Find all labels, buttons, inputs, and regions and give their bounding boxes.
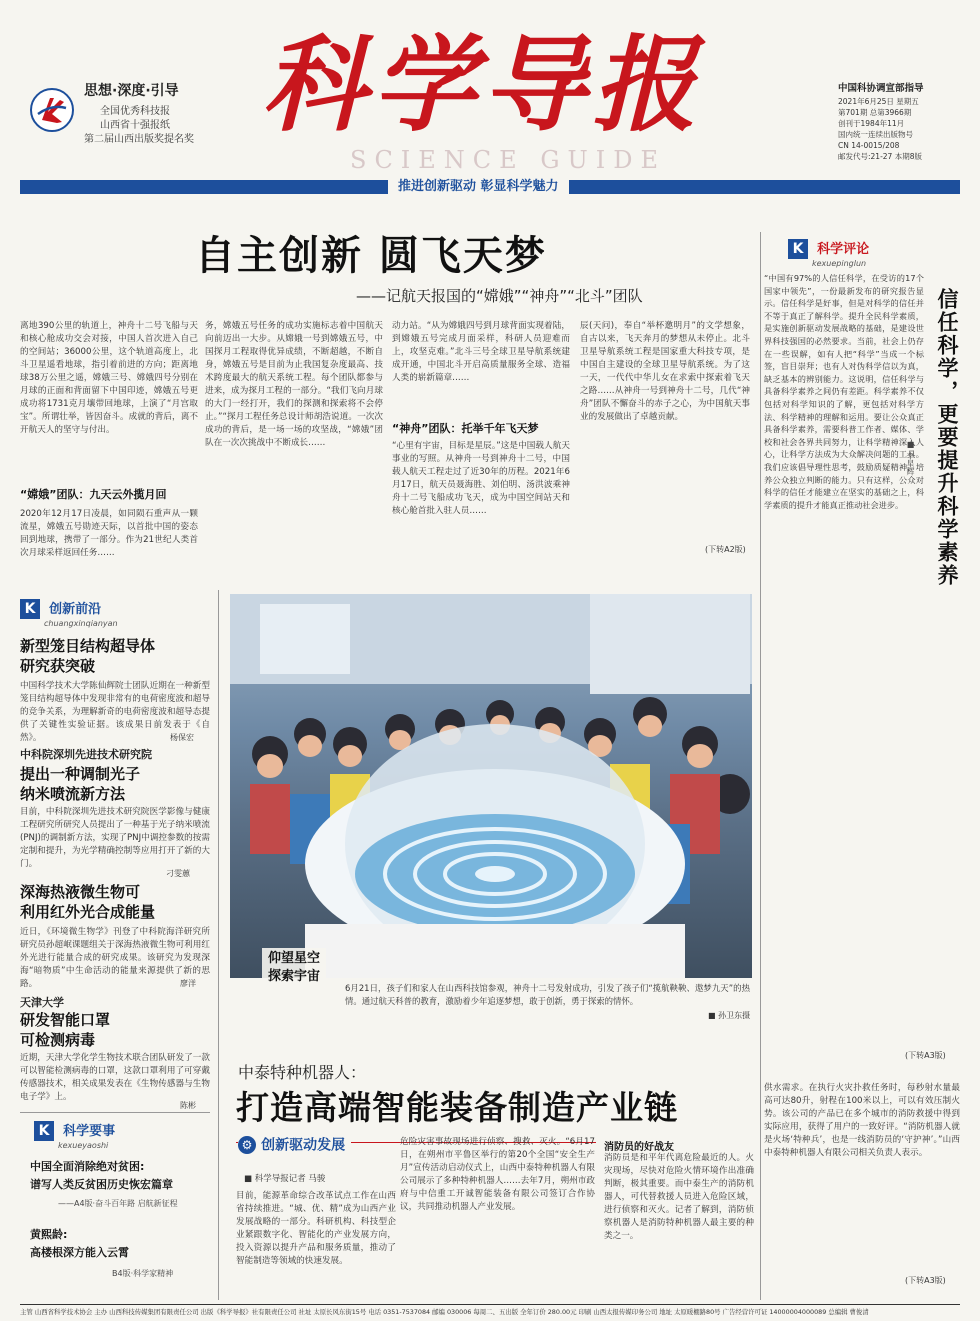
gear-icon: ⚙ — [238, 1136, 256, 1154]
lead-col-3b: “心里有宇宙，目标是星辰。”这是中国载人航天事业的写照。从神舟一号到神舟十二号，中国载人航天工程走过了近30年的历程。2021年6月17日，航天员聂海胜、刘伯明、汤洪波乘神舟十二号飞船成功飞天，成为中国空间站天和核心舱首批入驻人员…… — [392, 441, 570, 516]
feature-col-2: 危险灾害事故现场进行侦察、搜救、灭火。“6月17日，在朔州市平鲁区举行的第20个全国“安全生产月”宣传活动启动仪式上，山西中泰特种机器人有限公司展示了多种特种机器人……去年7月，朔州市政府与中信重工开诚智能装备有限公司签订合作协议，共同推动机器人产业发展。 — [400, 1137, 595, 1212]
logo-k-icon — [32, 90, 72, 130]
lead-col-2: 务，嫦娥五号任务的成功实施标志着中国航天向前迈出一大步。从嫦娥一号到嫦娥五号，中国探月工程取得优异成绩，不断超越，不断自身，嫦娥五号是目前为止我国复杂度最高、技术跨度最大的航天系统工程。每个团队都参与进来，成为探月工程的一部分。“我们飞向月球的大门一经打开，我们的探测和探索将不会停止。”“探月工程任务总设计师胡浩说道。一次次成功的背后，是一场一场的攻坚战，“嫦娥”团队在一次次挑战中不断成长…… — [205, 321, 383, 448]
lead-col-4: 辰(天问)，奉自“举杯邀明月”的文学想象，自古以来，飞天奔月的梦想从未停止。北斗卫星导航系统工程是国家重大科技专项，是中国自主建设的全球卫星导航系统。为了这一天，一代代中华儿女在求索中探索着飞天之路……从神舟一号到神舟十二号，几代“神舟”团队不懈奋斗的赤子之心，为中国航天事业的发展做出了卓越贡献。 — [580, 321, 750, 422]
photo-caption: 6月21日，孩子们和家人在山西科技馆参观，神舟十二号发射成功，引发了孩子们“揽航鞅鞅、遨梦九天”的热情。通过航天科普的教育，激励着少年追逐梦想，敢于创新，勇于探索的情怀。 — [345, 983, 750, 1006]
commentary-vertical-title: 信任科学，更要提升科学素养 — [935, 288, 959, 587]
feature-badge-label: 创新驱动发展 — [261, 1137, 346, 1154]
commentary-continue: (下转A3版) — [905, 1051, 946, 1060]
frontier-tag-label: 创新前沿 — [49, 602, 102, 617]
lead-subheadline: ——记航天报国的“嫦娥”“神舟”“北斗”团队 — [356, 287, 643, 305]
frontier-item-2-title: 提出一种调制光子 纳米喷流新方法 — [20, 765, 141, 803]
issue-number: 第701期 总第3966期 — [838, 108, 912, 117]
feature-col-3: 消防员是和平年代离危险最近的人。火灾现场，尽快对危险火情环境作出准确判断，极其重要。而中泰生产的消防机器人，可代替救援人员进入危险区域，进行侦察和灭火。记者了解到，消防侦察机器人是消防特种机器人最主要的种类之一。 — [604, 1153, 754, 1241]
main-photo — [230, 594, 752, 978]
commentary-tag-label: 科学评论 — [817, 242, 870, 257]
feature-continue: (下转A3版) — [905, 1276, 946, 1285]
frontier-item-3-title: 深海热液微生物可 利用红外光合成能量 — [20, 883, 156, 921]
commentary-tag-pinyin: kexuepinglun — [812, 258, 867, 268]
k-badge-icon: K — [20, 599, 40, 619]
newspaper-title: 科学导报 — [262, 23, 703, 146]
tagline: 推进创新驱动 彰显科学魅力 — [388, 179, 569, 195]
feature-badge — [238, 1134, 351, 1155]
masthead — [0, 0, 980, 205]
feature-col-1: 目前，能源革命综合改革试点工作在山西省持续推进。“城、优、精”成为山西产业发展战略的一部分。科研机构、科技型企业紧跟数字化、智能化的产业发展方向，投入资源以提升产品和服务质量，推动了智能制造等领域的快速发展。 — [236, 1191, 396, 1266]
cn-number: CN 14-0015/208 — [838, 141, 900, 150]
key-news-item-1-title[interactable]: 中国全面消除绝对贫困: 谱写人类反贫困历史恢宏篇章 — [30, 1160, 173, 1191]
feature-reporter: ■ 科学导报记者 马骏 — [244, 1174, 326, 1184]
key-news-tag — [34, 1120, 115, 1150]
frontier-item-2-text: 目前，中科院深圳先进技术研究院医学影像与健康工程研究所研究人员提出了一种基于光子纳米喷流(PNJ)的调制新方法，实现了PNJ中调控参数的按需定制和提升，为光学精确控制等应用打开了新的大门。 — [20, 807, 210, 869]
footer-imprint: 主管 山西省科学技术协会 主办 山西科技传媒集团有限责任公司 出版《科学导报》社有限责任公司 社址 太原长风东街15号 电话 0351-7537084 邮编 030006 每周二、五出版 全年订价 280.00元 印刷 山西太报传媒印务公司 地址 太原暖棚路80号 广告经营许可证 14000004000089 总编辑 曹俊清 — [20, 1308, 869, 1316]
award-line-2: 山西省十强报纸 — [100, 120, 170, 131]
k-badge-icon: K — [34, 1121, 54, 1141]
frontier-item-4-pre: 天津大学 — [20, 996, 64, 1009]
key-news-item-2-ref: B4版·科学家精神 — [112, 1269, 174, 1278]
award-line-3: 第二届山西出版奖提名奖 — [84, 134, 194, 145]
key-news-item-1-ref: ——A4版·奋斗百年路 启航新征程 — [58, 1199, 178, 1208]
issue-date: 2021年6月25日 星期五 — [838, 97, 919, 106]
frontier-divider — [218, 590, 219, 1300]
footer-rule — [20, 1304, 960, 1305]
award-line-1: 全国优秀科技报 — [100, 106, 170, 117]
photo-credit: ■ 孙卫东摄 — [708, 1011, 751, 1020]
key-news-rule — [20, 1112, 210, 1113]
feature-col3-subhead: 消防员的好战友 — [604, 1142, 674, 1153]
feature-divider — [760, 1082, 761, 1300]
commentary-tag — [788, 238, 869, 268]
issue-info — [838, 96, 958, 162]
lead-headline: 自主创新 圆飞天梦 — [195, 233, 547, 279]
feature-headline: 打造高端智能装备制造产业链 — [236, 1088, 678, 1127]
newspaper-title-en: SCIENCE GUIDE — [350, 146, 666, 174]
frontier-item-1-text: 中国科学技术大学陈仙辉院士团队近期在一种新型笼目结构超导体中发现非常有的电荷密度波和超导的竞争关系，为理解新奇的电荷密度波和超导态提供了关键性实验证据。该成果日前发表于《自然》。 — [20, 681, 210, 743]
founded-date: 创刊于1984年11月 — [838, 119, 905, 128]
photo-caption-title: 仰望星空 探索宇宙 — [262, 948, 326, 988]
frontier-item-1-byline: 杨保宏 — [170, 733, 194, 742]
logo-emblem — [30, 88, 74, 132]
lead-continue-note: (下转A2版) — [705, 545, 746, 554]
lead-col3-subhead: “神舟”团队：托举千年飞天梦 — [392, 422, 539, 435]
commentary-text: “中国有97%的人信任科学，在受访的17个国家中领先”，一份最新发布的研究报告显示。信任科学是好事，但是对科学的信任并不等于真正了解科学。提升全民科学素质，是实施创新驱动发展战略的基础，是建设世界科技强国的必然要求。当前，社会上仍存在一些误解，如有人把“科学”当成一个标签，盲目崇拜；也有人对伪科学信以为真，缺乏基本的辨别能力。这说明，信任科学与具备科学素养之间仍有差距。科学素养不仅包括对科学知识的了解，更包括对科学方法、科学精神的理解和运用。要让公众真正具备科学素养，需要科普工作者、媒体、学校和社会各界共同努力，让科学精神深入人心，让科学方法成为大众解决问题的工具。我们应该倡导理性思考，鼓励质疑精神，培养公众独立判断的能力。只有这样，公众对科学的信任才能建立在坚实的基础之上，科学素质的提升才能真正推动社会进步。 — [764, 273, 924, 510]
key-news-tag-pinyin: kexueyaoshi — [58, 1140, 109, 1150]
frontier-item-1-title: 新型笼目结构超导体 研究获突破 — [20, 637, 156, 675]
frontier-item-3-text: 近日，《环境微生物学》刊登了中科院海洋研究所研究员孙超岷课题组关于深海热液微生物可利用红外光进行能量合成的研究成果。该研究为发现深海“暗物质”中生命活动的能量来源提供了新的思路。 — [20, 927, 210, 989]
feature-kicker: 中泰特种机器人： — [238, 1063, 367, 1082]
supervisor-text: 中国科协调宣部指导 — [838, 83, 924, 94]
frontier-item-3-byline: 廖洋 — [180, 979, 196, 988]
frontier-item-4-title: 研发智能口罩 可检测病毒 — [20, 1011, 111, 1049]
frontier-item-4-text: 近期，天津大学化学生物技术联合团队研发了一款可以智能检测病毒的口罩，这款口罩利用了可穿戴传感器技术，相关成果发表在《生物传感器与生物电子学》上。 — [20, 1053, 210, 1102]
postal-code: 邮发代号:21-27 本期8版 — [838, 152, 922, 161]
lead-col-3: 动力站。“从为嫦娥四号到月球背面实现着陆，到嫦娥五号完成月面采样，科研人员迎难而上，攻坚克难。”北斗三号全球卫星导航系统建成开通，中国北斗开启高质量服务全球、造福人类的崭新篇章…… — [392, 321, 570, 383]
serial-label: 国内统一连续出版物号 — [838, 130, 913, 139]
lead-col-1: 离地390公里的轨道上，神舟十二号飞船与天和核心舱成功交会对接，中国人首次进入自己的空间站；36000公里，这个轨道高度上，北斗卫星遥看地球，指引着前进的方向；距离地球38万公里之遥，嫦娥三号、嫦娥四号分别在月球的正面和背面留下中国印迹，嫦娥五号更成功将1731克月壤带回地球，上演了“月宫取宝”。所谓壮举，皆因奋斗。成就的背后，离不开航天人的坚守与付出。 — [20, 321, 198, 435]
frontier-item-2-pre: 中科院深圳先进技术研究院 — [20, 748, 152, 761]
feature-col-4: 供水需求。在执行火灾扑救任务时，每秒射水量最高可达80升，射程在100米以上，可以有效压制火势。该公司的产品已在多个城市的消防救援中得到实际应用，获得了用户的一致好评。“消防机器人就是火场‘特种兵’，也是一线消防员的‘守护神’。”山西中泰特种机器人有限公司相关负责人表示。 — [764, 1083, 960, 1158]
frontier-tag — [20, 598, 118, 628]
masthead-slogan: 思想·深度·引导 — [84, 83, 179, 99]
photo-illustration — [230, 594, 752, 978]
commentary-divider — [760, 232, 761, 1082]
lead-col-1b: 2020年12月17日凌晨，如同陨石重声从一颗流星，嫦娥五号勋迹天际，以首批中国的姿态回到地球，携带了一部分。作为21世纪人类首次月球采样返回任务…… — [20, 509, 198, 558]
frontier-item-2-byline: 刁雯蕙 — [166, 869, 190, 878]
k-badge-icon: K — [788, 239, 808, 259]
lead-col1-subhead: “嫦娥”团队：九天云外揽月回 — [20, 488, 167, 501]
frontier-item-4-byline: 陈彬 — [180, 1101, 196, 1110]
frontier-tag-pinyin: chuangxinqianyan — [44, 618, 118, 628]
key-news-tag-label: 科学要事 — [63, 1124, 116, 1139]
commentary-author: ■ 李星辉 — [906, 440, 915, 476]
key-news-item-2-title[interactable]: 黄熙龄: 高楼根深方能入云霄 — [30, 1228, 129, 1259]
